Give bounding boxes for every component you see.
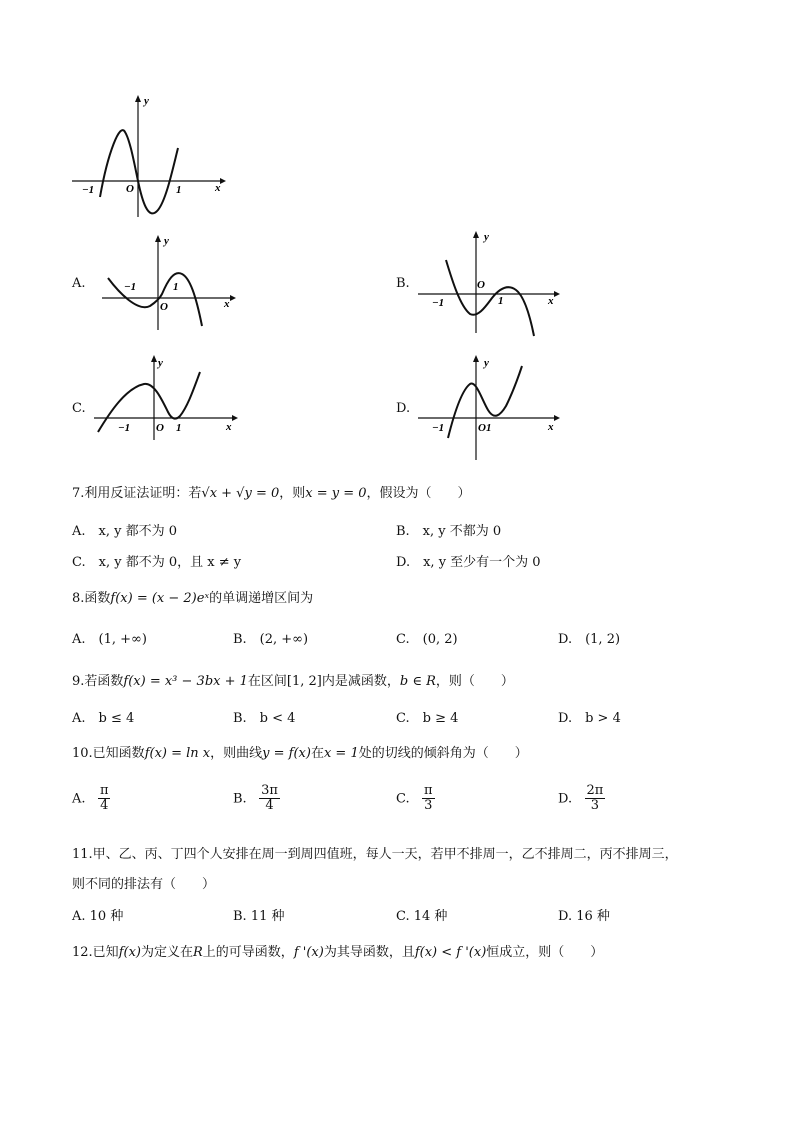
graph-option-a-letter: A. — [72, 276, 86, 291]
q8-option-c[interactable]: C. (0, 2) — [396, 632, 458, 647]
q7-option-a[interactable]: A. x, y 都不为 0 — [72, 524, 177, 539]
svg-text:O1: O1 — [478, 422, 492, 434]
graph-option-a[interactable] — [98, 232, 238, 332]
q10-option-c[interactable]: C. $\frac{\pi}{3}$ — [396, 783, 433, 814]
q9-option-b[interactable]: B. b < 4 — [233, 711, 296, 726]
label-origin: O — [126, 183, 134, 195]
q7-option-d[interactable]: D. x, y 至少有一个为 0 — [396, 555, 541, 570]
label-one: 1 — [176, 184, 182, 196]
question-7-stem: 7.利用反证法证明：若√x + √y = 0，则x = y = 0，假设为（ ） — [72, 486, 471, 501]
svg-text:x: x — [548, 421, 554, 433]
question-12-stem: 12.已知f(x)为定义在R上的可导函数，f '(x)为其导函数，且f(x) < f '(x)恒成立，则（ ） — [72, 945, 604, 960]
x-axis-arrow — [220, 178, 226, 184]
q11-option-d[interactable]: D. 16 种 — [558, 909, 610, 924]
graph-option-b-letter: B. — [396, 276, 410, 291]
label-neg1: −1 — [82, 184, 95, 196]
question-9-stem: 9.若函数f(x) = x³ − 3bx + 1在区间[1, 2]内是减函数，b ∈ R，则（ ） — [72, 674, 514, 689]
q8-option-a[interactable]: A. (1, +∞) — [72, 632, 147, 647]
svg-text:y: y — [484, 357, 489, 369]
graph-option-c-letter: C. — [72, 401, 86, 416]
question-11-stem-line1: 11.甲、乙、丙、丁四个人安排在周一到周四值班，每人一天，若甲不排周一，乙不排周二，丙不排周三， — [72, 847, 678, 862]
graph-option-b[interactable] — [414, 228, 564, 338]
label-x: x — [215, 182, 221, 194]
svg-text:1: 1 — [176, 422, 182, 434]
question-8-stem: 8.函数f(x) = (x − 2)eˣ的单调递增区间为 — [72, 591, 314, 606]
svg-text:−1: −1 — [118, 422, 131, 434]
question-11-stem-line2: 则不同的排法有（ ） — [72, 877, 216, 892]
graph-option-c[interactable] — [90, 352, 240, 442]
main-derivative-graph — [68, 92, 228, 222]
q11-option-b[interactable]: B. 11 种 — [233, 909, 285, 924]
graph-option-d-letter: D. — [396, 401, 411, 416]
svg-text:1: 1 — [173, 281, 179, 293]
svg-text:−1: −1 — [432, 297, 445, 309]
q11-option-c[interactable]: C. 14 种 — [396, 909, 448, 924]
q8-option-d[interactable]: D. (1, 2) — [558, 632, 621, 647]
svg-text:x: x — [548, 295, 554, 307]
svg-text:O: O — [477, 279, 485, 291]
q11-option-a[interactable]: A. 10 种 — [72, 909, 124, 924]
svg-text:−1: −1 — [124, 281, 137, 293]
svg-text:y: y — [158, 357, 163, 369]
q8-option-b[interactable]: B. (2, +∞) — [233, 632, 309, 647]
q9-option-d[interactable]: D. b > 4 — [558, 711, 621, 726]
q9-option-a[interactable]: A. b ≤ 4 — [72, 711, 135, 726]
svg-text:1: 1 — [498, 295, 504, 307]
svg-text:x: x — [224, 298, 230, 310]
graph-option-d[interactable] — [414, 352, 564, 462]
svg-text:y: y — [484, 231, 489, 243]
svg-text:y: y — [164, 235, 169, 247]
q10-option-d[interactable]: D. $\frac{2\pi}{3}$ — [558, 783, 604, 814]
q10-option-a[interactable]: A. $\frac{\pi}{4}$ — [72, 783, 109, 814]
q9-option-c[interactable]: C. b ≥ 4 — [396, 711, 459, 726]
q7-option-c[interactable]: C. x, y 都不为 0，且 x ≠ y — [72, 555, 242, 570]
y-axis-arrow — [135, 95, 141, 102]
q10-option-b[interactable]: B. $\frac{3\pi}{4}$ — [233, 783, 278, 814]
svg-text:−1: −1 — [432, 422, 445, 434]
svg-text:O: O — [160, 301, 168, 313]
question-10-stem: 10.已知函数f(x) = ln x，则曲线y = f(x)在x = 1处的切线的倾斜角为（ ） — [72, 746, 528, 761]
svg-text:O: O — [156, 422, 164, 434]
label-y: y — [144, 95, 149, 107]
svg-text:x: x — [226, 421, 232, 433]
curve — [100, 130, 178, 213]
q7-option-b[interactable]: B. x, y 不都为 0 — [396, 524, 502, 539]
